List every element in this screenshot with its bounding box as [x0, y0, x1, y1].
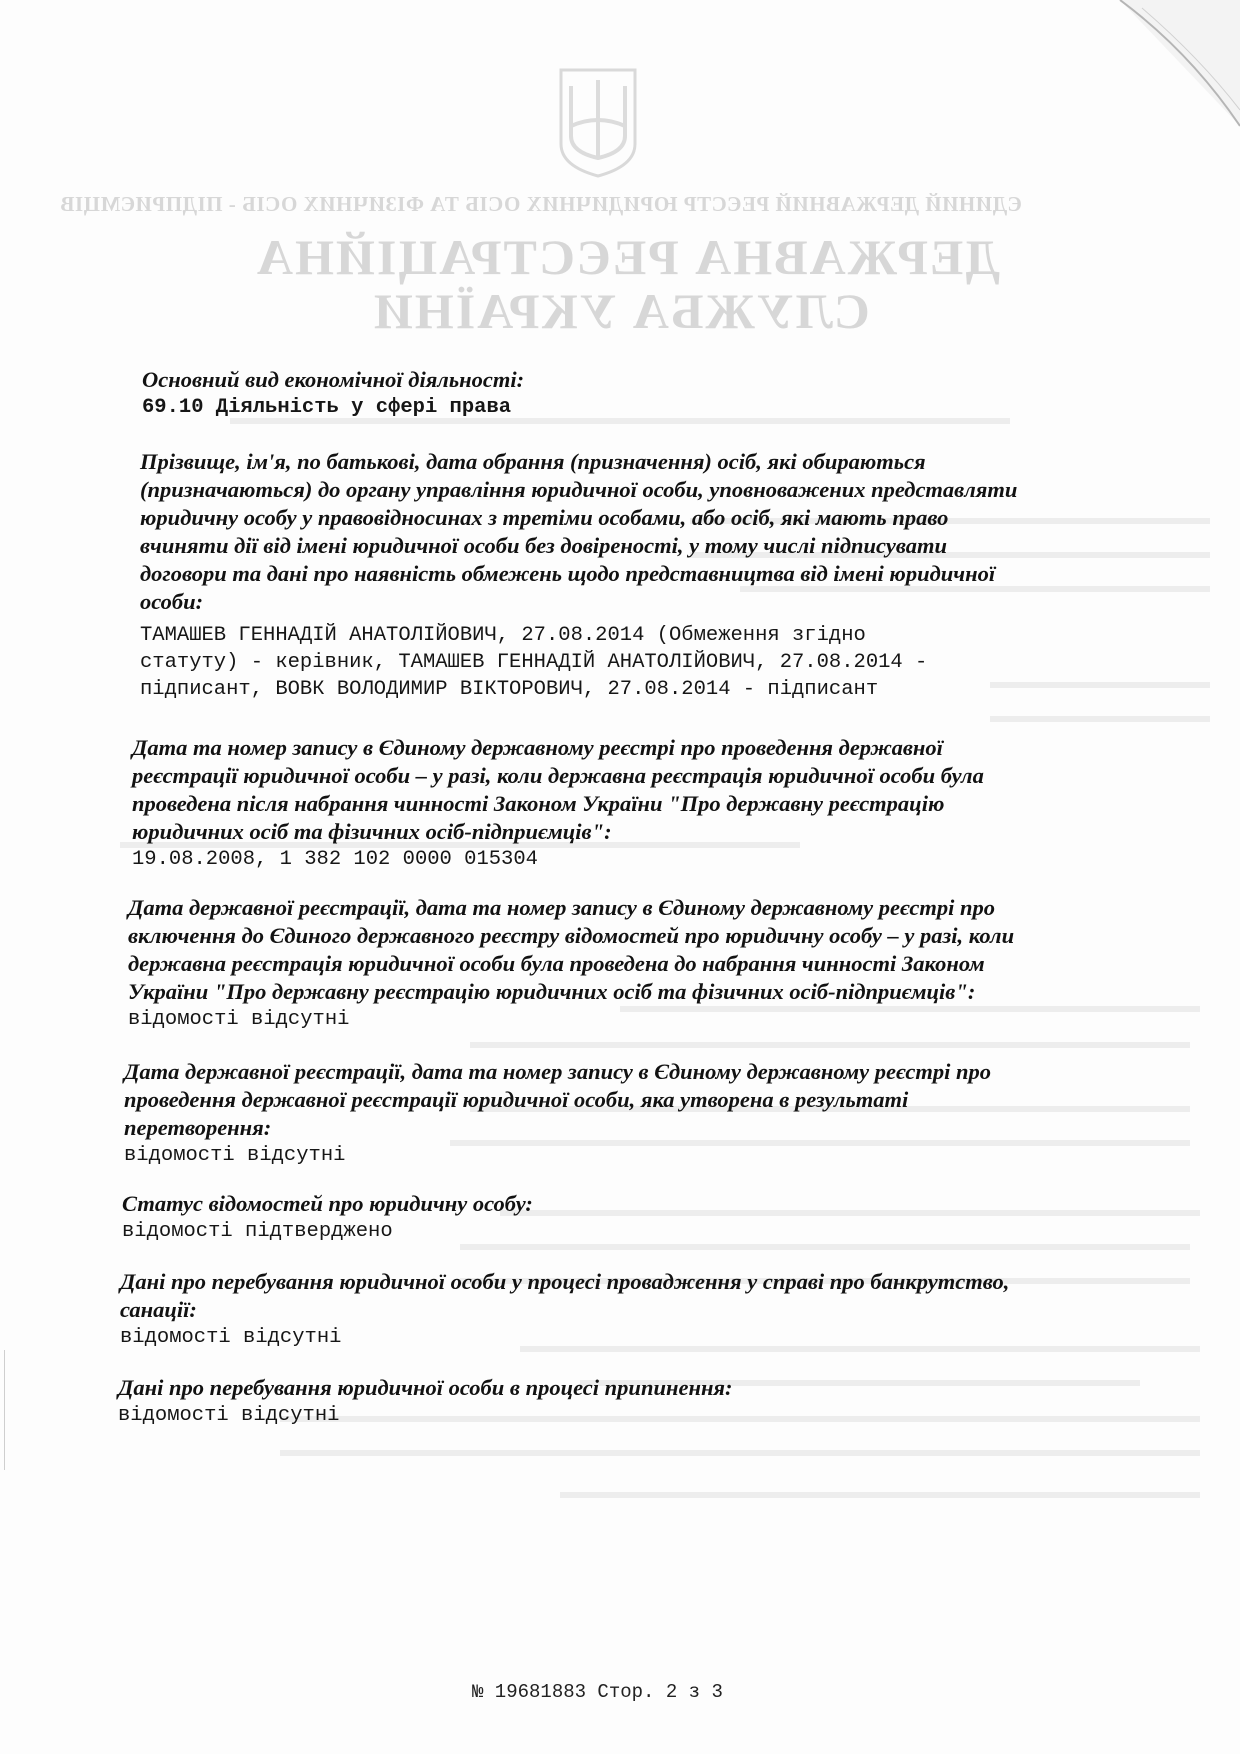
page-footer: № 19681883 Стор. 2 з 3: [472, 1681, 723, 1703]
section-transformation-registration: [124, 1058, 1204, 1169]
section-termination: [118, 1374, 1118, 1429]
section-value: 69.10 Діяльність у сфері права: [142, 396, 512, 419]
section-heading: Основний вид економічної діяльності:: [142, 367, 525, 392]
heading-line: перетворення:: [124, 1115, 272, 1140]
value-line: ТАМАШЕВ ГЕННАДІЙ АНАТОЛІЙОВИЧ, 27.08.2014 (Обмеження згідно: [140, 624, 866, 647]
section-value: відомості підтверджено: [122, 1220, 393, 1243]
heading-line: санації:: [120, 1297, 197, 1322]
section-value: відомості відсутні: [120, 1326, 342, 1349]
heading-line: України "Про державну реєстрацію юридичних осіб та фізичних осіб-підприємців":: [128, 979, 976, 1004]
heading-line: (призначаються) до органу управління юридичної особи, уповноважених представляти: [140, 477, 1018, 502]
heading-line: юридичну особу у правовідносинах з третіми особами, або осіб, які мають право: [140, 505, 949, 530]
section-heading: Дані про перебування юридичної особи в процесі припинення:: [118, 1375, 733, 1400]
section-value: відомості відсутні: [128, 1008, 350, 1031]
heading-line: Дата державної реєстрації, дата та номер запису в Єдиному державному реєстрі про: [124, 1059, 991, 1084]
heading-line: проведення державної реєстрації юридичної особи, яка утворена в результаті: [124, 1087, 909, 1112]
heading-line: Прізвище, ім'я, по батькові, дата обрання (призначення) осіб, які обираються: [140, 449, 926, 474]
section-economic-activity: [142, 366, 1142, 421]
heading-line: Дата державної реєстрації, дата та номер запису в Єдиному державному реєстрі про: [128, 895, 995, 920]
section-registration-before-law: [128, 894, 1208, 1033]
ghost-title-line-1: ДЕРЖАВНА РЕЄСТРАЦІЙНА: [255, 229, 1000, 285]
ghost-title-line-2: СЛУЖБА УКРАЇНИ: [372, 283, 870, 339]
section-value: відомості відсутні: [118, 1404, 340, 1427]
section-value: відомості відсутні: [124, 1144, 346, 1167]
heading-line: особи:: [140, 589, 204, 614]
section-registration-record-after-law: [132, 734, 1172, 873]
heading-line: договори та дані про наявність обмежень щодо представництва від імені юридичної: [140, 561, 996, 586]
ghost-agency-line: ЄДИНИЙ ДЕРЖАВНИЙ РЕЄСТР ЮРИДИЧНИХ ОСІБ ТА ФІЗИЧНИХ ОСІБ - ПІДПРИЄМЦІВ: [60, 192, 1022, 216]
section-authorized-persons: [140, 448, 1170, 703]
heading-line: вчиняти дії від імені юридичної особи без довіреності, у тому числі підписувати: [140, 533, 947, 558]
heading-line: державна реєстрація юридичної особи була проведена до набрання чинності Законом: [128, 951, 985, 976]
heading-line: Дані про перебування юридичної особи у процесі провадження у справі про банкрутство,: [120, 1269, 1010, 1294]
value-line: статуту) - керівник, ТАМАШЕВ ГЕННАДІЙ АНАТОЛІЙОВИЧ, 27.08.2014 -: [140, 651, 928, 674]
value-line: підписант, ВОВК ВОЛОДИМИР ВІКТОРОВИЧ, 27.08.2014 - підписант: [140, 678, 879, 701]
heading-line: проведена після набрання чинності Законом України "Про державну реєстрацію: [132, 791, 945, 816]
heading-line: реєстрації юридичної особи – у разі, коли державна реєстрація юридичної особи була: [132, 763, 984, 788]
heading-line: Дата та номер запису в Єдиному державному реєстрі про проведення державної: [132, 735, 943, 760]
section-status: [122, 1190, 1122, 1245]
section-heading: Статус відомостей про юридичну особу:: [122, 1191, 533, 1216]
heading-line: юридичних осіб та фізичних осіб-підприємців":: [132, 819, 612, 844]
heading-line: включення до Єдиного державного реєстру відомостей про юридичну особу – у разі, коли: [128, 923, 1015, 948]
section-value: 19.08.2008, 1 382 102 0000 015304: [132, 848, 538, 871]
section-bankruptcy: [120, 1268, 1200, 1351]
